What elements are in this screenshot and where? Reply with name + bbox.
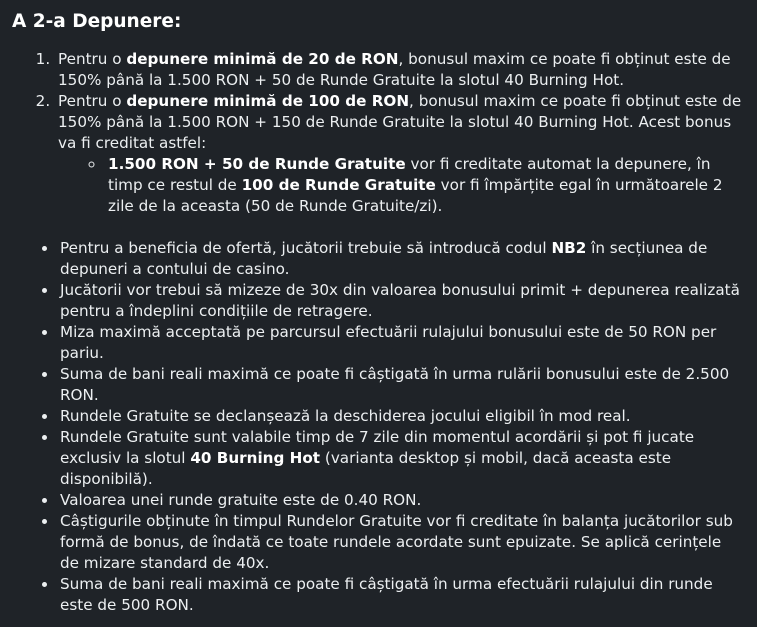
section-title: A 2-a Depunere: xyxy=(12,11,182,32)
item-text: Pentru o xyxy=(58,50,127,68)
item-text: Rundele Gratuite sunt valabile timp de 7 zile din momentul acordării și pot fi jucate exclusiv la slotul xyxy=(60,428,695,467)
list-item: • Jucătorii vor trebui să mizeze de 30x din valoarea bonusului primit + depunerea realizată pentru a îndeplini condițiile de retragere. xyxy=(58,280,743,322)
item-bold-text: 100 de Runde Gratuite xyxy=(241,176,436,194)
list-item xyxy=(105,154,743,217)
list-item: • Suma de bani reali maximă ce poate fi câștigată în urma efectuării rulajului din runde este de 500 RON. xyxy=(58,574,743,616)
item-bold-text: 1.500 RON + 50 de Runde Gratuite xyxy=(108,155,406,173)
list-item: • Valoarea unei runde gratuite este de 0.40 RON. xyxy=(58,490,743,511)
item-text: Pentru a beneficia de ofertă, jucătorii trebuie să introducă codul xyxy=(60,239,552,257)
list-item xyxy=(58,238,743,280)
list-item xyxy=(55,49,743,91)
list-item: • Suma de bani reali maximă ce poate fi câștigată în urma rulării bonusului este de 2.500 RON. xyxy=(58,364,743,406)
item-text: vor fi împărțite egal în următoarele 2 zile de la aceasta (50 de Runde Gratuite/zi). xyxy=(108,176,723,215)
item-bold-text: 40 Burning Hot xyxy=(190,449,321,467)
item-bold-text: depunere minimă de 20 de RON xyxy=(126,50,399,68)
terms-list xyxy=(12,238,743,616)
item-text: (varianta desktop și mobil, dacă aceasta este disponibilă). xyxy=(60,449,672,488)
item-bold-text: depunere minimă de 100 de RON xyxy=(126,92,410,110)
item-text: vor fi creditate automat la depunere, în timp ce restul de xyxy=(108,155,711,194)
list-item: • Câștigurile obținute în timpul Rundelor Gratuite vor fi creditate în balanța jucătorilor sub formă de bonus, de îndată ce toate rundele acordate sunt epuizate. Se aplică cerințele de mizare standard de 40x. xyxy=(58,511,743,574)
item-text: , bonusul maxim ce poate fi obținut este de 150% până la 1.500 RON + 50 de Runde Gratuite la slotul 40 Burning Hot. xyxy=(58,50,731,89)
promo-code: NB2 xyxy=(551,239,587,257)
list-item: • Rundele Gratuite se declanșează la deschiderea jocului eligibil în mod real. xyxy=(58,406,743,427)
item-text: , bonusul maxim ce poate fi obținut este de 150% până la 1.500 RON + 150 de Runde Gratuite la slotul 40 Burning Hot. Acest bonus va fi creditat astfel: xyxy=(58,92,742,152)
list-item xyxy=(55,91,743,217)
item-text: în secțiunea de depuneri a contului de casino. xyxy=(60,239,708,278)
deposit-tiers-list xyxy=(12,49,743,217)
crediting-sublist xyxy=(58,154,743,217)
list-item xyxy=(58,427,743,490)
item-text: Pentru o xyxy=(58,92,127,110)
list-item: • Miza maximă acceptată pe parcursul efectuării rulajului bonusului este de 50 RON per pariu. xyxy=(58,322,743,364)
